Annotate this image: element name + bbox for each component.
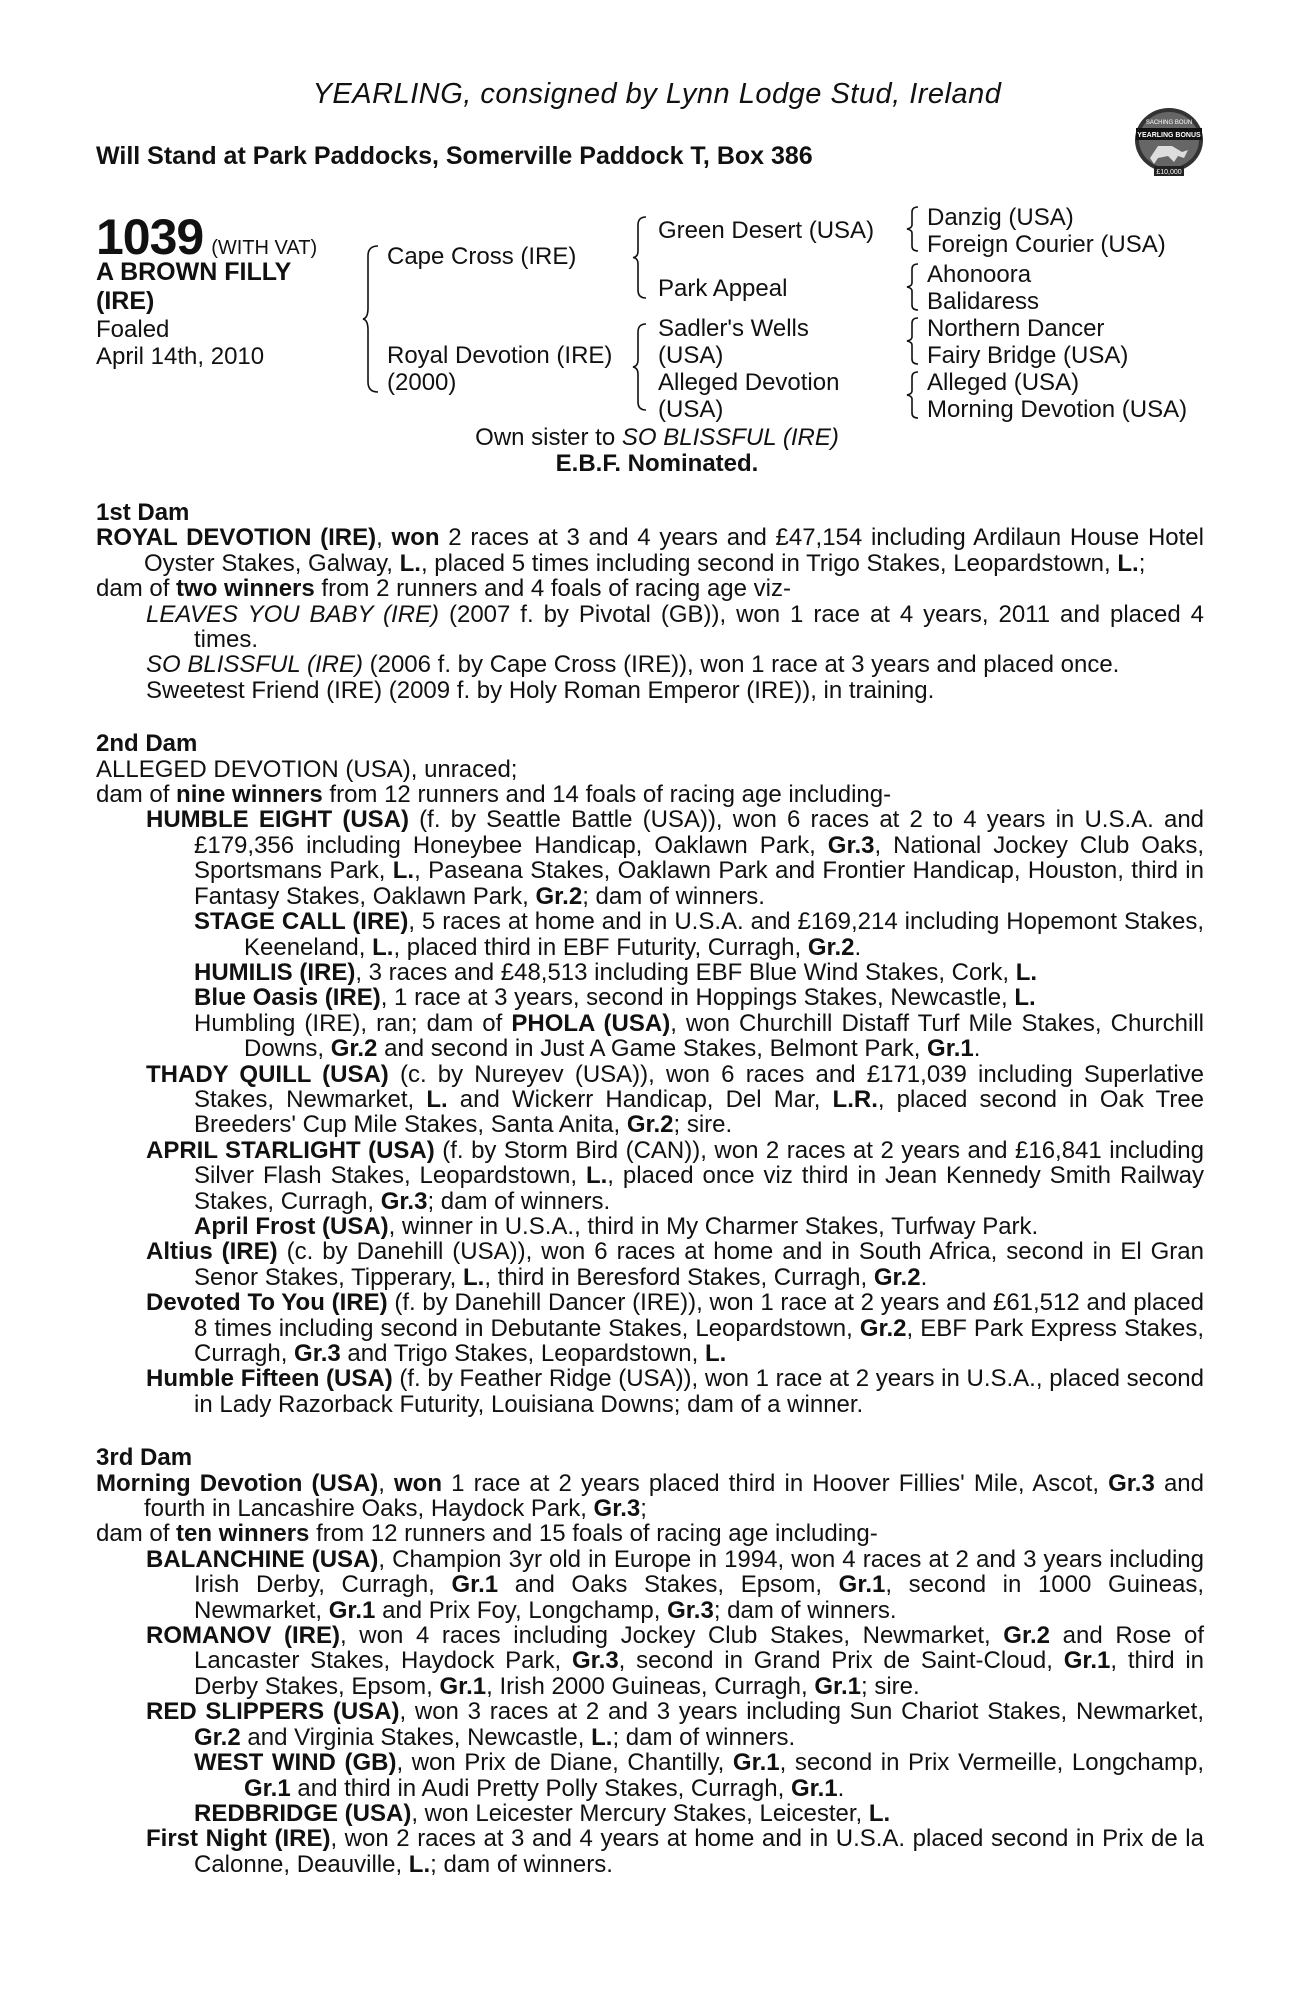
lot-description [96, 258, 291, 316]
first-dam-name: ROYAL DEVOTION (IRE) [96, 524, 377, 552]
lot-description-line1: A BROWN FILLY [96, 258, 292, 286]
produce-entry: REDBRIDGE (USA), won Leicester Mercury Stakes, Leicester, L. [194, 1799, 891, 1827]
page-title: YEARLING, consigned by Lynn Lodge Stud, Ireland [312, 78, 1002, 110]
pedigree-sds: Ahonoora [927, 261, 1032, 288]
pedigree-sss: Danzig (USA) [927, 204, 1074, 231]
pedigree-ddd: Morning Devotion (USA) [927, 396, 1188, 423]
dam-of-rest: from 12 runners and 15 foals of racing age including- [309, 1520, 878, 1548]
produce-entry: HUMBLE EIGHT (USA) (f. by Seattle Battle (USA)), won 6 races at 2 to 4 years in U.S.A. and £179,356 including Honeybee Handicap, Oaklawn Park, Gr.3, National Jockey Club Oaks, Sportsmans Park, L., Paseana Stakes, Oaklawn Park and Frontier Handicap, Houston, third in Fantasy Stakes, Oaklawn Park, Gr.2; dam of winners. [146, 806, 1205, 910]
pedigree-brace-main [362, 244, 382, 394]
pedigree-sdd: Balidaress [927, 288, 1040, 315]
dam-of-rest: from 12 runners and 14 foals of racing age including- [322, 781, 892, 809]
pedigree-ssd: Foreign Courier (USA) [927, 231, 1166, 258]
third-dam-produce-summary [96, 1521, 1204, 1546]
produce-name: SO BLISSFUL (IRE) [146, 651, 363, 679]
ebf-note: E.B.F. Nominated. [555, 450, 759, 477]
produce-entry [96, 602, 1204, 653]
pedigree-brace-sire [632, 215, 650, 300]
foaled-date: April 14th, 2010 [96, 343, 265, 370]
pedigree-dsd: Fairy Bridge (USA) [927, 342, 1129, 369]
pedigree-dam-line2: (2000) [387, 369, 457, 396]
produce-entry: RED SLIPPERS (USA), won 3 races at 2 and 3 years including Sun Chariot Stakes, Newmarket, Gr.2 and Virginia Stakes, Newcastle, L.; dam of winners. [146, 1698, 1204, 1751]
pedigree-dam-dam [658, 369, 839, 423]
pedigree-dam-sire-line2: (USA) [658, 342, 724, 369]
badge-mid-text: YEARLING BONUS [1137, 132, 1201, 139]
dam-of-rest: from 2 runners and 4 foals of racing age viz- [314, 575, 791, 603]
produce-entry: APRIL STARLIGHT (USA) (f. by Storm Bird (CAN)), won 2 races at 2 years and £16,841 including Silver Flash Stakes, Leopardstown, L., placed once viz third in Jean Kennedy Smith Railway Stakes, Curragh, Gr.3; dam of winners. [146, 1136, 1204, 1215]
first-dam-record: ROYAL DEVOTION (IRE), won 2 races at 3 and 4 years and £47,154 including Ardilaun House Hotel Oyster Stakes, Galway, L., placed 5 times including second in Trigo Stakes, Leopardstown, L.; [96, 524, 1204, 577]
badge-top-text: SACHING BOUN [1145, 120, 1193, 126]
produce-entry: Altius (IRE) (c. by Danehill (USA)), won 6 races at home and in South Africa, second in El Gran Senor Stakes, Tipperary, L., third in Beresford Stakes, Curragh, Gr.2. [146, 1238, 1204, 1291]
dam-of-winners: ten winners [176, 1520, 310, 1548]
third-dam-record: Morning Devotion (USA), won 1 race at 2 years placed third in Hoover Fillies' Mile, Ascot, Gr.3 and fourth in Lancashire Oaks, Haydock Park, Gr.3; [96, 1469, 1204, 1523]
badge-bottom-text: £10,000 [1156, 169, 1182, 176]
produce-entry: April Frost (USA), winner in U.S.A., third in My Charmer Stakes, Turfway Park. [194, 1212, 1039, 1240]
third-dam-name: Morning Devotion (USA) [96, 1469, 379, 1497]
own-sister-prefix: Own sister to [475, 424, 622, 451]
stand-location: Will Stand at Park Paddocks, Somerville Paddock T, Box 386 [96, 142, 813, 170]
produce-entry: STAGE CALL (IRE), 5 races at home and in U.S.A. and £169,214 including Hopemont Stakes, Keeneland, L., placed third in EBF Futurity, Curragh, Gr.2. [194, 908, 1204, 961]
pedigree-dam-sire-line1: Sadler's Wells [658, 315, 809, 342]
first-dam-won: won [391, 524, 440, 552]
pedigree-brace-sd [906, 262, 920, 312]
produce-entry: First Night (IRE), won 2 races at 3 and 4 years at home and in U.S.A. placed second in Prix de la Calonne, Deauville, L.; dam of winners. [146, 1825, 1204, 1878]
produce-entry: Humbling (IRE), ran; dam of PHOLA (USA), won Churchill Distaff Turf Mile Stakes, Churchill Downs, Gr.2 and second in Just A Game Stakes, Belmont Park, Gr.1. [194, 1009, 1205, 1063]
produce-entry: HUMILIS (IRE), 3 races and £48,513 including EBF Blue Wind Stakes, Cork, L. [194, 958, 1038, 986]
produce-name: LEAVES YOU BABY (IRE) [146, 600, 440, 628]
dam-of-prefix: dam of [96, 781, 177, 809]
own-sister-name: SO BLISSFUL (IRE) [621, 424, 839, 451]
produce-text: (2007 f. by Pivotal (GB)), won 1 race at 4 years, 2011 and placed 4 times. [194, 600, 1205, 654]
lot-description-line2: (IRE) [96, 287, 155, 315]
listed-label: L. [399, 549, 421, 577]
listed-label: L. [1117, 549, 1139, 577]
lot-number: 1039 [96, 209, 204, 265]
first-dam-text2: , placed 5 times including second in Trigo Stakes, Leopardstown, [420, 549, 1118, 577]
produce-entry: Devoted To You (IRE) (f. by Danehill Dancer (IRE)), won 1 race at 2 years and £61,512 and placed 8 times including second in Debutante Stakes, Leopardstown, Gr.2, EBF Park Express Stakes, Curragh, Gr.3 and Trigo Stakes, Leopardstown, L. [146, 1289, 1204, 1367]
pedigree-dam-line1: Royal Devotion (IRE) [387, 342, 613, 369]
vat-note: (WITH VAT) [211, 237, 318, 259]
first-dam-text1: 2 races at 3 and 4 years and £47,154 including Ardilaun House Hotel Oyster Stakes, Galway, [144, 524, 1204, 577]
produce-entry: Blue Oasis (IRE), 1 race at 3 years, second in Hoppings Stakes, Newcastle, L. [194, 984, 1036, 1012]
first-dam-text3: ; [1138, 549, 1146, 577]
yearling-bonus-badge-icon [1132, 100, 1206, 180]
dam-of-winners: two winners [176, 575, 315, 603]
produce-entry: WEST WIND (GB), won Prix de Diane, Chantilly, Gr.1, second in Prix Vermeille, Longchamp, Gr.1 and third in Audi Pretty Polly Stakes, Curragh, Gr.1. [194, 1749, 1205, 1802]
pedigree-sire-sire: Green Desert (USA) [658, 217, 875, 244]
third-dam-heading: 3rd Dam [96, 1444, 193, 1472]
first-dam-heading: 1st Dam [96, 499, 190, 526]
pedigree-dam-dam-line1: Alleged Devotion [658, 369, 840, 396]
pedigree-dam-sire [658, 315, 809, 369]
produce-entry: Humble Fifteen (USA) (f. by Feather Ridge (USA)), won 1 race at 2 years in U.S.A., placed second in Lady Razorback Futurity, Louisiana Downs; dam of a winner. [146, 1365, 1204, 1418]
produce-entry [96, 652, 1204, 677]
pedigree-brace-dd [906, 370, 920, 420]
first-dam-produce-summary [96, 576, 1204, 601]
second-dam-heading: 2nd Dam [96, 730, 198, 758]
produce-entry: THADY QUILL (USA) (c. by Nureyev (USA)), won 6 races and £171,039 including Superlative Stakes, Newmarket, L. and Wickerr Handicap, Del Mar, L.R., placed second in Oak Tree Breeders' Cup Mile Stakes, Santa Anita, Gr.2; sire. [146, 1060, 1205, 1139]
dam-of-prefix: dam of [96, 575, 177, 603]
pedigree-brace-ds [906, 316, 920, 366]
pedigree-sire-dam: Park Appeal [658, 275, 788, 302]
pedigree-dss: Northern Dancer [927, 315, 1105, 342]
pedigree-brace-dam [632, 322, 650, 412]
produce-text: (2006 f. by Cape Cross (IRE)), won 1 race at 3 years and placed once. [362, 651, 1120, 679]
produce-entry: ROMANOV (IRE), won 4 races including Jockey Club Stakes, Newmarket, Gr.2 and Rose of Lancaster Stakes, Haydock Park, Gr.3, second in Grand Prix de Saint-Cloud, Gr.1, third in Derby Stakes, Epsom, Gr.1, Irish 2000 Guineas, Curragh, Gr.1; sire. [146, 1622, 1205, 1700]
pedigree-dam [387, 342, 612, 396]
third-dam-won: won [394, 1469, 443, 1497]
pedigree-sire: Cape Cross (IRE) [387, 243, 577, 270]
produce-entry: Sweetest Friend (IRE) (2009 f. by Holy Roman Emperor (IRE)), in training. [146, 676, 935, 704]
foaled-info [96, 316, 264, 370]
own-sister-note [0, 424, 1314, 452]
pedigree-dds: Alleged (USA) [927, 369, 1080, 396]
produce-entry: BALANCHINE (USA), Champion 3yr old in Europe in 1994, won 4 races at 2 and 3 years including Irish Derby, Curragh, Gr.1 and Oaks Stakes, Epsom, Gr.1, second in 1000 Guineas, Newmarket, Gr.1 and Prix Foy, Longchamp, Gr.3; dam of winners. [146, 1545, 1204, 1624]
dam-of-winners: nine winners [176, 781, 323, 809]
second-dam-name: ALLEGED DEVOTION (USA), unraced; [96, 755, 518, 783]
second-dam-produce-summary [96, 782, 1204, 807]
catalogue-body [96, 500, 1204, 1877]
foaled-label: Foaled [96, 316, 170, 343]
pedigree-dam-dam-line2: (USA) [658, 396, 724, 423]
dam-of-prefix: dam of [96, 1520, 177, 1548]
pedigree-brace-ss [906, 205, 920, 253]
